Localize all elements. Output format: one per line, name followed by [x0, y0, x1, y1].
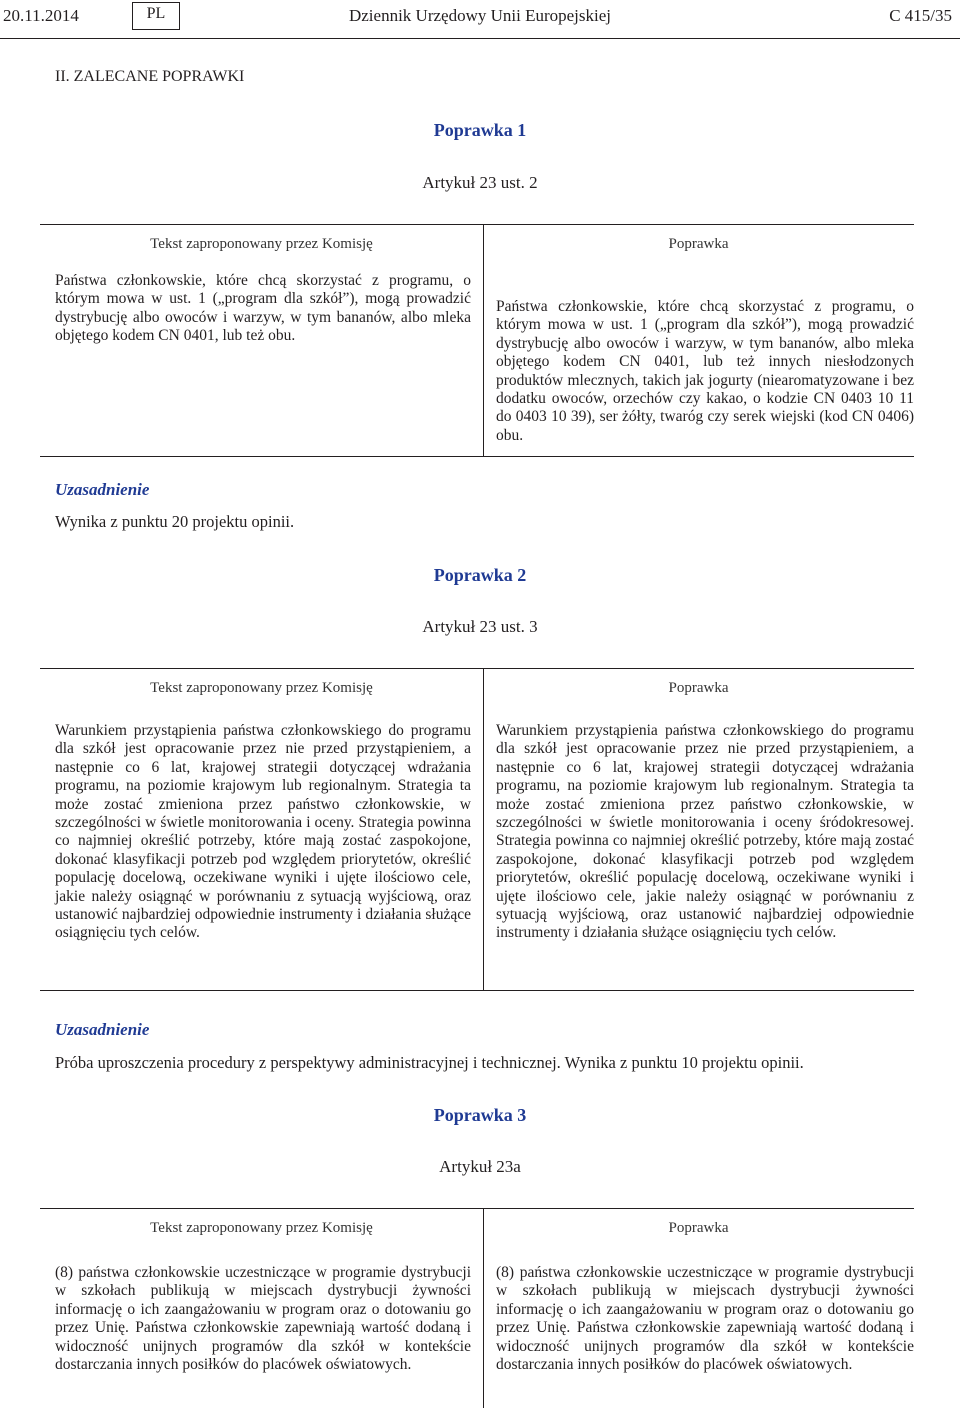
table-top-rule [40, 668, 914, 669]
table-top-rule [40, 1208, 914, 1209]
amendment-text: Państwa członkowskie, które chcą skorzystać z programu, o którym mowa w ust. 1 („program dla szkół”), mogą prowadzić dystrybucję albo owoców i warzyw, w tym bananów, albo mleka objętego kodem CN 0401, lub też innych niesłodzonych produktów mlecznych, takich jak jogurty (niearomatyzowane i bez dodatku owoców, orzechów czy kakao, o kodzie CN 0403 10 11 do 0403 10 39), ser żółty, twaróg czy serek wiejski (kod CN 0406) obu. [496, 298, 914, 444]
journal-title: Dziennik Urzędowy Unii Europejskiej [348, 6, 611, 25]
justification-text: Wynika z punktu 20 projektu opinii. [55, 512, 295, 531]
justification-text: Próba uproszczenia procedury z perspektywy administracyjnej i technicznej. Wynika z punktu 10 projektu opinii. [55, 1053, 804, 1072]
article-reference: Artykuł 23a [439, 1157, 521, 1176]
amendment-title: Poprawka 2 [433, 565, 527, 585]
page-reference: C 415/35 [889, 6, 952, 25]
table-top-rule [40, 224, 914, 225]
commission-text: Warunkiem przystąpienia państwa członkowskiego do programu dla szkół jest opracowanie przez nie przed przystąpieniem, a następnie co 6 lat, krajowej strategii dotyczącej wdrażania programu, na poziomie krajowym lub regionalnym. Strategia ta może zostać zmieniona przez państwo członkowskie, w szczególności w świetle monitorowania i oceny. Strategia powinna co najmniej określić potrzeby, które mają zostać zaspokojone, dokonać klasyfikacji potrzeb pod względem priorytetów, określić populację docelową, oczekiwane wyniki i ujęte ilościowo cele, jakie należy osiągnąć w porównaniu z sytuacją wyjściową, oraz ustanowić najbardziej odpowiednie instrumenty i działania służące osiągnięciu tych celów. [55, 722, 471, 942]
amendment-table [40, 224, 914, 456]
amendment-title: Poprawka 3 [433, 1105, 527, 1125]
commission-text: (8) państwa członkowskie uczestniczące w programie dystrybucji w szkołach publikują w miejscach dystrybucji żywności informację o ich zaangażowaniu w program oraz o dotowaniu go przez Unię. Państwa członkowskie zapewniają wartość dodaną i widoczność unijnych programów dla szkół w kontekście dostarczania innych posiłków do placówek oświatowych. [55, 1264, 471, 1374]
amendment-table [40, 668, 914, 990]
amendment-title: Poprawka 1 [433, 120, 527, 140]
justification-label: Uzasadnienie [55, 1020, 150, 1039]
column-header-commission: Tekst zaproponowany przez Komisję [150, 236, 373, 252]
amendment-text: Warunkiem przystąpienia państwa członkowskiego do programu dla szkół jest opracowanie przez nie przed przystąpieniem, a następnie co 6 lat, krajowej strategii dotyczącej wdrażania programu, na poziomie krajowym lub regionalnym. Strategia ta może zostać zmieniona przez państwo członkowskie, w szczególności w świetle monitorowania i oceny śródokresowej. Strategia powinna co najmniej określić potrzeby, które mają zostać zaspokojone, dokonać klasyfikacji potrzeb pod względem priorytetów, określić populację docelową, oczekiwane wyniki i ujęte ilościowo cele, jakie należy osiągnąć w porównaniu z sytuacją wyjściową, oraz ustanowić najbardziej odpowiednie instrumenty i działania służące osiągnięciu tych celów. [496, 722, 914, 942]
table-column-divider [483, 1208, 484, 1408]
amendment-table [40, 1208, 914, 1408]
column-header-commission: Tekst zaproponowany przez Komisję [150, 1220, 373, 1236]
column-header-amendment: Poprawka [668, 680, 729, 696]
table-bottom-rule [40, 990, 914, 991]
amendment-text: (8) państwa członkowskie uczestniczące w programie dystrybucji w szkołach publikują w miejscach dystrybucji żywności informację o ich zaangażowaniu w program oraz o dotowaniu go przez Unię. Państwa członkowskie zapewniają wartość dodaną i widoczność unijnych programów dla szkół w kontekście dostarczania innych posiłków do placówek oświatowych. [496, 1264, 914, 1374]
justification-label: Uzasadnienie [55, 480, 150, 499]
language-badge: PL [132, 2, 180, 30]
commission-text: Państwa członkowskie, które chcą skorzystać z programu, o którym mowa w ust. 1 („program dla szkół”), mogą prowadzić dystrybucję albo owoców i warzyw, w tym bananów, albo mleka objętego kodem CN 0401, lub też obu. [55, 272, 471, 345]
column-header-amendment: Poprawka [668, 236, 729, 252]
table-bottom-rule [40, 456, 914, 457]
table-column-divider [483, 224, 484, 456]
publication-date: 20.11.2014 [3, 6, 79, 25]
column-header-amendment: Poprawka [668, 1220, 729, 1236]
article-reference: Artykuł 23 ust. 3 [422, 617, 538, 636]
section-title: II. ZALECANE POPRAWKI [55, 68, 245, 85]
page-header [0, 0, 960, 40]
column-header-commission: Tekst zaproponowany przez Komisję [150, 680, 373, 696]
table-column-divider [483, 668, 484, 990]
header-divider [0, 38, 960, 39]
article-reference: Artykuł 23 ust. 2 [422, 173, 538, 192]
